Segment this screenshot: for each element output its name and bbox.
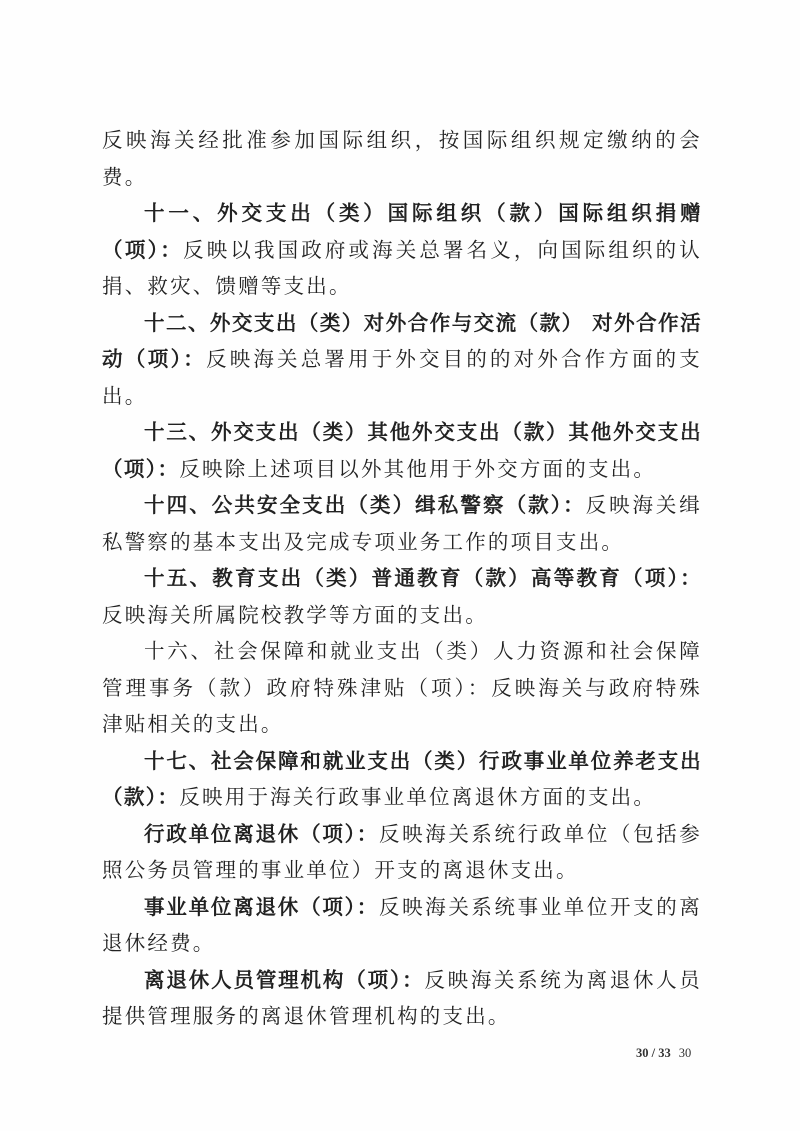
paragraph-item-16 <box>102 633 702 743</box>
page-number: 30 <box>678 1046 692 1060</box>
paragraph-heading: 十七、社会保障和就业支出（类）行政事业单位养老支出（款）： <box>102 748 702 809</box>
paragraph-body: 反映海关所属院校教学等方面的支出。 <box>102 602 488 627</box>
paragraph-heading: 离退休人员管理机构（项）： <box>144 967 425 992</box>
paragraph-item-17 <box>102 743 702 816</box>
paragraph-item-15 <box>102 560 702 633</box>
paragraph-body: 反映海关总署用于外交目的的对外合作方面的支出。 <box>102 347 702 408</box>
paragraph-item-12 <box>102 305 702 415</box>
paragraph-heading: 事业单位离退休（项）： <box>144 894 380 919</box>
paragraph-body: 十六、社会保障和就业支出（类）人力资源和社会保障管理事务（款）政府特殊津贴（项）：反映海关与政府特殊津贴相关的支出。 <box>102 639 702 736</box>
paragraph-item-11 <box>102 195 702 305</box>
paragraph-heading: 十一、外交支出（类）国际组织（款）国际组织捐赠（项）： <box>102 201 702 262</box>
paragraph-body: 反映海关系统行政单位（包括参照公务员管理的事业单位）开支的离退休支出。 <box>102 821 702 882</box>
paragraph-item-13 <box>102 414 702 487</box>
paragraph-heading: 十四、公共安全支出（类）缉私警察（款）： <box>144 493 586 517</box>
paragraph-body: 反映海关经批准参加国际组织，按国际组织规定缴纳的会费。 <box>102 128 702 189</box>
paragraph-body: 反映以我国政府或海关总署名义，向国际组织的认捐、救灾、馈赠等支出。 <box>102 237 702 298</box>
paragraph-admin-retirement <box>102 816 702 889</box>
paragraph-heading: 行政单位离退休（项）： <box>144 821 380 846</box>
page-footer <box>636 1046 691 1061</box>
paragraph-body: 反映海关系统事业单位开支的离退休经费。 <box>102 894 702 955</box>
paragraph-continuation <box>102 122 702 195</box>
document-body <box>102 122 702 1035</box>
paragraph-item-14 <box>102 487 702 560</box>
paragraph-heading: 十三、外交支出（类）其他外交支出（款）其他外交支出（项）： <box>102 420 702 481</box>
paragraph-retiree-management <box>102 962 702 1035</box>
paragraph-heading: 十五、教育支出（类）普通教育（款）高等教育（项）： <box>144 566 702 590</box>
paragraph-heading: 十二、外交支出（类）对外合作与交流（款） 对外合作活动（项）： <box>102 310 702 371</box>
page-count-label: 30 / 33 <box>636 1046 671 1060</box>
paragraph-body: 反映海关缉私警察的基本支出及完成专项业务工作的项目支出。 <box>102 493 703 554</box>
paragraph-institution-retirement <box>102 889 702 962</box>
paragraph-body: 反映海关系统为离退休人员提供管理服务的离退休管理机构的支出。 <box>102 967 702 1028</box>
paragraph-body: 反映除上述项目以外其他用于外交方面的支出。 <box>179 456 657 481</box>
paragraph-body: 反映用于海关行政事业单位离退休方面的支出。 <box>179 785 657 809</box>
